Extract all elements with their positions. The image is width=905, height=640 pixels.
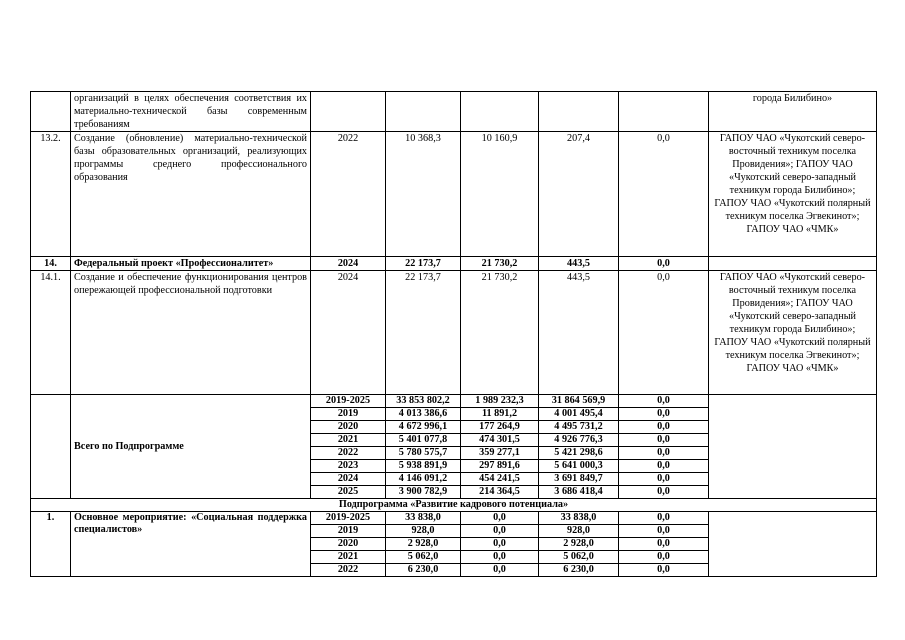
cell-other: 0,0 (619, 551, 709, 564)
cell-regional (539, 92, 619, 132)
program-financing-table (30, 91, 877, 577)
cell-other: 0,0 (619, 447, 709, 460)
cell-other: 0,0 (619, 271, 709, 395)
total-label: Всего по Подпрограмме (71, 395, 311, 499)
cell-executor (709, 512, 877, 577)
cell-year (311, 92, 386, 132)
cell-year: 2019-2025 (311, 395, 386, 408)
cell-federal: 0,0 (461, 564, 539, 577)
cell-total: 33 838,0 (386, 512, 461, 525)
cell-other: 0,0 (619, 564, 709, 577)
cell-num: 14.1. (31, 271, 71, 395)
cell-executor: города Билибино» (709, 92, 877, 132)
cell-total: 22 173,7 (386, 257, 461, 271)
cell-year: 2024 (311, 257, 386, 271)
cell-other: 0,0 (619, 538, 709, 551)
cell-federal: 21 730,2 (461, 271, 539, 395)
cell-executor: ГАПОУ ЧАО «Чукотский северо-восточный техникум поселка Провидения»; ГАПОУ ЧАО «Чукотский северо-западный техникум города Билибино»; ГАПОУ ЧАО «Чукотский полярный техникум поселка Эгвекинот»; ГАПОУ ЧАО «ЧМК» (709, 271, 877, 395)
cell-year: 2021 (311, 434, 386, 447)
cell-year: 2019-2025 (311, 512, 386, 525)
cell-total (386, 92, 461, 132)
cell-other: 0,0 (619, 395, 709, 408)
cell-federal: 1 989 232,3 (461, 395, 539, 408)
table-row-14-1 (31, 271, 877, 395)
cell-regional: 31 864 569,9 (539, 395, 619, 408)
cell-regional: 443,5 (539, 271, 619, 395)
total-row (31, 395, 877, 408)
cell-executor (709, 257, 877, 271)
cell-federal: 454 241,5 (461, 473, 539, 486)
cell-federal: 359 277,1 (461, 447, 539, 460)
cell-regional: 2 928,0 (539, 538, 619, 551)
cell-other: 0,0 (619, 434, 709, 447)
cell-regional: 3 691 849,7 (539, 473, 619, 486)
cell-year: 2021 (311, 551, 386, 564)
cell-year: 2019 (311, 408, 386, 421)
cell-regional: 5 421 298,6 (539, 447, 619, 460)
table-row-13-2 (31, 132, 877, 257)
cell-federal: 0,0 (461, 551, 539, 564)
cell-activity-name: Основное мероприятие: «Социальная поддержка специалистов» (71, 512, 311, 577)
cell-other: 0,0 (619, 525, 709, 538)
cell-num: 13.2. (31, 132, 71, 257)
cell-federal: 0,0 (461, 512, 539, 525)
cell-other: 0,0 (619, 473, 709, 486)
cell-executor (709, 395, 877, 499)
cell-other: 0,0 (619, 132, 709, 257)
cell-regional: 4 926 776,3 (539, 434, 619, 447)
cell-total: 22 173,7 (386, 271, 461, 395)
cell-year: 2020 (311, 421, 386, 434)
cell-other: 0,0 (619, 460, 709, 473)
cell-year: 2023 (311, 460, 386, 473)
cell-federal: 10 160,9 (461, 132, 539, 257)
cell-total: 4 672 996,1 (386, 421, 461, 434)
cell-regional: 5 641 000,3 (539, 460, 619, 473)
cell-federal: 11 891,2 (461, 408, 539, 421)
cell-year: 2022 (311, 447, 386, 460)
cell-total: 2 928,0 (386, 538, 461, 551)
cell-federal: 214 364,5 (461, 486, 539, 499)
cell-total: 33 853 802,2 (386, 395, 461, 408)
cell-regional: 5 062,0 (539, 551, 619, 564)
cell-year: 2025 (311, 486, 386, 499)
cell-year: 2024 (311, 271, 386, 395)
cell-other: 0,0 (619, 512, 709, 525)
cell-activity-name: Создание и обеспечение функционирования центров опережающей профессиональной подготовки (71, 271, 311, 395)
cell-total: 5 938 891,9 (386, 460, 461, 473)
cell-other: 0,0 (619, 408, 709, 421)
cell-regional: 3 686 418,4 (539, 486, 619, 499)
cell-federal: 0,0 (461, 525, 539, 538)
cell-activity-name: Федеральный проект «Профессионалитет» (71, 257, 311, 271)
cell-regional: 207,4 (539, 132, 619, 257)
cell-activity-name: Создание (обновление) материально-технической базы образовательных организаций, реализующих программы среднего профессионального образования (71, 132, 311, 257)
cell-total: 6 230,0 (386, 564, 461, 577)
cell-regional: 4 495 731,2 (539, 421, 619, 434)
cell-num (31, 395, 71, 499)
cell-year: 2020 (311, 538, 386, 551)
cell-total: 4 146 091,2 (386, 473, 461, 486)
cell-total: 5 780 575,7 (386, 447, 461, 460)
cell-federal: 0,0 (461, 538, 539, 551)
cell-regional: 4 001 495,4 (539, 408, 619, 421)
cell-other: 0,0 (619, 421, 709, 434)
cell-federal: 21 730,2 (461, 257, 539, 271)
cell-year: 2022 (311, 132, 386, 257)
cell-other: 0,0 (619, 486, 709, 499)
subprogram-title: Подпрограмма «Развитие кадрового потенциала» (31, 499, 877, 512)
cell-other: 0,0 (619, 257, 709, 271)
cell-year: 2019 (311, 525, 386, 538)
cell-total: 928,0 (386, 525, 461, 538)
cell-num: 1. (31, 512, 71, 577)
cell-regional: 928,0 (539, 525, 619, 538)
cell-executor: ГАПОУ ЧАО «Чукотский северо-восточный техникум поселка Провидения»; ГАПОУ ЧАО «Чукотский северо-западный техникум города Билибино»; ГАПОУ ЧАО «Чукотский полярный техникум поселка Эгвекинот»; ГАПОУ ЧАО «ЧМК» (709, 132, 877, 257)
cell-other (619, 92, 709, 132)
cell-regional: 443,5 (539, 257, 619, 271)
table-row-continuation (31, 92, 877, 132)
cell-regional: 6 230,0 (539, 564, 619, 577)
cell-year: 2022 (311, 564, 386, 577)
cell-num (31, 92, 71, 132)
cell-total: 10 368,3 (386, 132, 461, 257)
cell-total: 5 062,0 (386, 551, 461, 564)
cell-activity-name: организаций в целях обеспечения соответствия их материально-технической базы современным требованиям (71, 92, 311, 132)
subprogram-title-row (31, 499, 877, 512)
cell-federal (461, 92, 539, 132)
cell-federal: 297 891,6 (461, 460, 539, 473)
cell-total: 4 013 386,6 (386, 408, 461, 421)
cell-total: 3 900 782,9 (386, 486, 461, 499)
cell-year: 2024 (311, 473, 386, 486)
table-row-sub-1 (31, 512, 877, 525)
cell-federal: 474 301,5 (461, 434, 539, 447)
cell-federal: 177 264,9 (461, 421, 539, 434)
cell-regional: 33 838,0 (539, 512, 619, 525)
cell-total: 5 401 077,8 (386, 434, 461, 447)
cell-num: 14. (31, 257, 71, 271)
table-row-14 (31, 257, 877, 271)
